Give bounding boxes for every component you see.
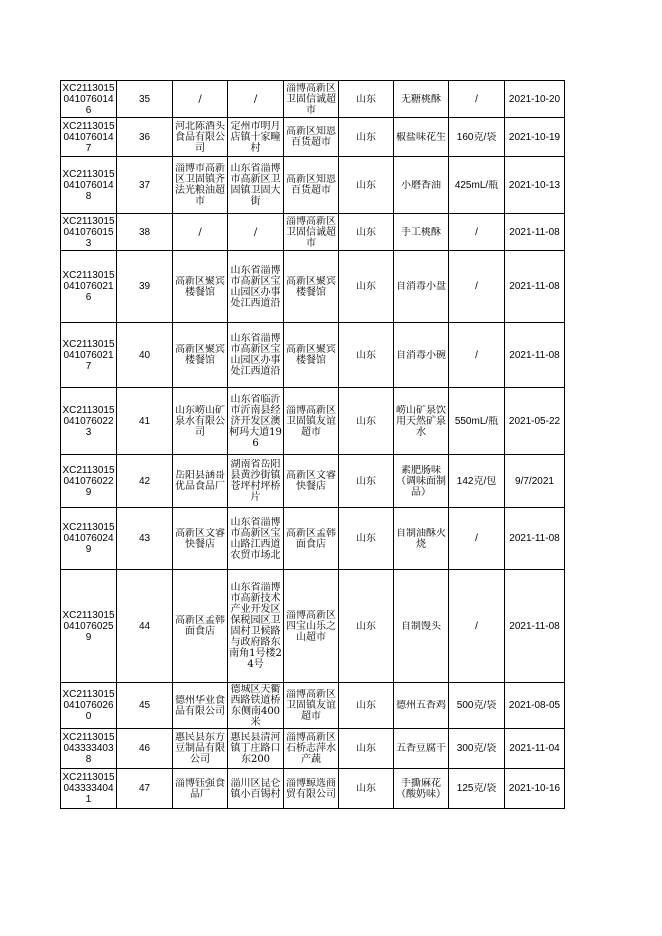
sample-code-cell [61, 769, 117, 809]
sample-code-cell-text: XC2113015041076014 8 [62, 168, 115, 202]
date-cell [505, 769, 565, 809]
row-number-cell-text: 47 [138, 783, 151, 794]
date-cell [505, 118, 565, 157]
producer-address-cell [228, 323, 284, 388]
producer-address-cell [228, 455, 284, 508]
producer-address-cell [228, 251, 284, 323]
product-name-cell-text: 自消毒小盘 [396, 281, 446, 292]
sample-code-cell-text: XC2113015041076021 7 [62, 338, 115, 372]
row-number-cell [117, 683, 173, 729]
row-number-cell-text: 42 [138, 475, 151, 487]
specification-cell [449, 570, 505, 683]
producer-cell [173, 251, 228, 323]
seller-cell [284, 455, 339, 508]
sample-code-cell [61, 81, 117, 118]
producer-address-cell-text: 山东省淄博市高新区宝山园区办事处江西道沿 [230, 264, 281, 309]
producer-cell [173, 81, 228, 118]
sample-code-cell-text: XC2113015041076025 9 [62, 609, 115, 643]
seller-cell [284, 388, 339, 455]
specification-cell-text: 300克/袋 [456, 743, 497, 754]
date-cell-text: 2021-11-08 [509, 349, 560, 361]
producer-address-cell-text: 山东省淄博市高新区宝山园区办事处江西道沿 [230, 333, 281, 377]
table-row [61, 157, 565, 214]
product-name-cell [394, 118, 449, 157]
seller-cell-text: 高新区聚宾楼餐馆 [286, 344, 336, 366]
province-cell-text: 山东 [356, 93, 376, 105]
sample-code-cell [61, 570, 117, 683]
province-cell [339, 729, 394, 769]
specification-cell-text: / [475, 281, 478, 292]
product-name-cell-text: 崂山矿泉饮用天然矿泉水 [396, 404, 446, 438]
specification-cell [449, 388, 505, 455]
producer-cell-text: 高新区文睿快餐店 [175, 527, 225, 550]
sample-code-cell [61, 251, 117, 323]
row-number-cell-text: 43 [138, 533, 151, 544]
row-number-cell-text: 39 [138, 281, 151, 292]
product-name-cell-text: 无糖桃酥 [401, 93, 441, 105]
province-cell [339, 388, 394, 455]
province-cell-text: 山东 [356, 415, 376, 427]
sample-code-cell-text: XC2113015041076014 6 [62, 82, 115, 116]
seller-cell [284, 81, 339, 118]
province-cell-text: 山东 [356, 131, 376, 143]
seller-cell [284, 508, 339, 570]
province-cell-text: 山东 [356, 620, 376, 632]
table-row [61, 81, 565, 118]
producer-cell-text: 高新区聚宾楼餐馆 [175, 275, 225, 298]
producer-cell [173, 683, 228, 729]
province-cell-text: 山东 [356, 281, 376, 292]
producer-cell [173, 323, 228, 388]
specification-cell-text: / [475, 620, 478, 632]
sample-code-cell-text: XC2113015041076015 3 [62, 215, 115, 249]
province-cell [339, 455, 394, 508]
product-name-cell-text: 素肥肠味（调味面制品） [396, 464, 446, 498]
seller-cell-text: 高新区聚宾楼餐馆 [286, 275, 336, 298]
product-name-cell-text: 手工桃酥 [401, 226, 441, 238]
date-cell [505, 570, 565, 683]
product-name-cell-text: 自消毒小碗 [396, 349, 446, 361]
sample-code-cell-text: XC2113015041076024 9 [62, 522, 115, 555]
table-row [61, 769, 565, 809]
row-number-cell-text: 44 [138, 620, 151, 632]
producer-address-cell-text: / [253, 93, 258, 105]
date-cell [505, 455, 565, 508]
producer-address-cell [228, 769, 284, 809]
seller-cell [284, 729, 339, 769]
product-name-cell [394, 388, 449, 455]
sample-code-cell-text: XC2113015041076022 3 [62, 404, 115, 438]
table-row [61, 118, 565, 157]
date-cell [505, 323, 565, 388]
row-number-cell-text: 40 [138, 349, 151, 361]
province-cell-text: 山东 [356, 783, 376, 794]
row-number-cell [117, 323, 173, 388]
sample-code-cell-text: XC2113015043333403 8 [62, 732, 115, 765]
product-name-cell [394, 570, 449, 683]
seller-cell-text: 淄博高新区卫固镇友谊超市 [286, 689, 336, 722]
product-name-cell [394, 683, 449, 729]
table-row [61, 388, 565, 455]
producer-cell [173, 729, 228, 769]
province-cell-text: 山东 [356, 179, 376, 191]
date-cell-text: 2021-11-08 [509, 281, 560, 292]
date-cell [505, 729, 565, 769]
specification-cell [449, 157, 505, 214]
sample-code-cell [61, 214, 117, 251]
date-cell [505, 81, 565, 118]
seller-cell-text: 高新区知恩百货超市 [286, 126, 336, 148]
seller-cell-text: 淄博高新区卫固信诚超市 [286, 82, 336, 116]
date-cell [505, 683, 565, 729]
producer-address-cell-text: 湖南省岳阳县黄沙街镇苍坪村坪桥片 [230, 459, 281, 503]
producer-address-cell-text: 山东省淄博市高新区宝山路江西道农贸市场北 [230, 516, 281, 561]
producer-cell-text: / [198, 226, 202, 238]
producer-cell [173, 769, 228, 809]
producer-address-cell [228, 214, 284, 251]
sample-code-cell [61, 455, 117, 508]
producer-address-cell [228, 118, 284, 157]
province-cell [339, 214, 394, 251]
seller-cell [284, 157, 339, 214]
producer-cell-text: 淄博钰强食品厂 [175, 777, 225, 800]
specification-cell [449, 769, 505, 809]
producer-cell-text: 淄博市高新区卫固镇齐法光粮油超市 [175, 163, 225, 207]
date-cell-text: 2021-10-16 [508, 783, 561, 794]
producer-cell-text: / [198, 93, 202, 105]
province-cell-text: 山东 [356, 533, 376, 544]
sample-code-cell [61, 729, 117, 769]
row-number-cell [117, 251, 173, 323]
producer-address-cell [228, 570, 284, 683]
product-name-cell-text: 小磨香油 [401, 179, 441, 191]
specification-cell-text: 500克/袋 [456, 700, 497, 711]
row-number-cell [117, 157, 173, 214]
province-cell-text: 山东 [356, 226, 376, 238]
producer-address-cell-text: / [253, 226, 258, 238]
row-number-cell [117, 81, 173, 118]
producer-address-cell-text: 定州市明月店镇十家疃村 [230, 120, 281, 154]
province-cell-text: 山东 [356, 349, 376, 361]
product-name-cell [394, 769, 449, 809]
producer-cell [173, 118, 228, 157]
specification-cell [449, 683, 505, 729]
producer-cell [173, 455, 228, 508]
product-name-cell [394, 214, 449, 251]
specification-cell [449, 118, 505, 157]
product-name-cell-text: 手撕麻花（酸奶味） [396, 777, 446, 800]
date-cell-text: 2021-08-05 [508, 700, 561, 711]
seller-cell [284, 251, 339, 323]
province-cell [339, 118, 394, 157]
producer-cell [173, 214, 228, 251]
product-name-cell [394, 81, 449, 118]
seller-cell-text: 淄博高新区石桥志萍水产蔬 [286, 732, 336, 765]
producer-address-cell [228, 729, 284, 769]
seller-cell [284, 683, 339, 729]
table-row [61, 323, 565, 388]
date-cell [505, 251, 565, 323]
specification-cell [449, 729, 505, 769]
specification-cell [449, 508, 505, 570]
producer-address-cell [228, 388, 284, 455]
row-number-cell [117, 118, 173, 157]
row-number-cell [117, 214, 173, 251]
date-cell [505, 388, 565, 455]
table-row [61, 455, 565, 508]
row-number-cell-text: 46 [138, 743, 151, 754]
province-cell [339, 570, 394, 683]
product-name-cell-text: 椒盐味花生 [396, 131, 446, 143]
producer-cell-text: 德州华业食品有限公司 [175, 694, 225, 717]
product-name-cell-text: 自制油酥火烧 [396, 527, 446, 550]
producer-address-cell-text: 山东省临沂市沂南县经济开发区澳柯玛大道196 [229, 393, 282, 449]
seller-cell-text: 淄博高新区四宝山乐之山超市 [286, 609, 336, 643]
seller-cell [284, 769, 339, 809]
specification-cell [449, 81, 505, 118]
producer-cell-text: 惠民县东方豆制品有限公司 [175, 732, 225, 765]
producer-address-cell-text: 德城区天衢西路铁道桥东侧南400米 [230, 683, 281, 728]
province-cell [339, 508, 394, 570]
sample-code-cell [61, 157, 117, 214]
sample-code-cell-text: XC2113015041076026 0 [62, 689, 115, 722]
row-number-cell [117, 570, 173, 683]
specification-cell-text: 125克/袋 [456, 783, 497, 794]
producer-address-cell [228, 508, 284, 570]
seller-cell [284, 214, 339, 251]
seller-cell-text: 淄博高新区卫固镇友谊超市 [286, 404, 336, 438]
date-cell-text: 2021-11-08 [509, 533, 560, 544]
producer-cell-text: 高新区孟韩面食店 [175, 615, 225, 637]
province-cell [339, 323, 394, 388]
sample-code-cell [61, 388, 117, 455]
specification-cell-text: 425mL/瓶 [454, 179, 499, 191]
row-number-cell [117, 455, 173, 508]
sample-code-cell-text: XC2113015041076022 9 [62, 464, 115, 498]
date-cell-text: 2021-05-22 [508, 415, 561, 427]
seller-cell [284, 570, 339, 683]
table-row [61, 570, 565, 683]
date-cell-text: 2021-11-04 [509, 743, 560, 754]
province-cell-text: 山东 [356, 475, 376, 487]
date-cell [505, 508, 565, 570]
sample-code-cell [61, 323, 117, 388]
province-cell [339, 769, 394, 809]
date-cell-text: 2021-10-13 [508, 179, 561, 191]
row-number-cell [117, 388, 173, 455]
specification-cell [449, 214, 505, 251]
producer-address-cell-text: 惠民县清河镇丁庄路口东200 [230, 732, 281, 765]
sample-code-cell [61, 118, 117, 157]
province-cell [339, 251, 394, 323]
date-cell-text: 2021-10-19 [508, 131, 561, 143]
producer-cell [173, 157, 228, 214]
sample-code-cell-text: XC2113015041076021 6 [62, 270, 115, 303]
seller-cell-text: 淄博鲸选商贸有限公司 [286, 777, 336, 800]
inspection-table [60, 80, 565, 809]
specification-cell-text: / [475, 93, 478, 105]
row-number-cell [117, 508, 173, 570]
province-cell [339, 157, 394, 214]
product-name-cell [394, 508, 449, 570]
product-name-cell-text: 德州五香鸡 [396, 700, 446, 711]
specification-cell-text: / [475, 533, 478, 544]
table-row [61, 214, 565, 251]
producer-cell [173, 570, 228, 683]
seller-cell-text: 高新区孟韩面食店 [286, 527, 336, 550]
table-row [61, 729, 565, 769]
row-number-cell-text: 37 [138, 179, 151, 191]
product-name-cell [394, 251, 449, 323]
product-name-cell [394, 157, 449, 214]
row-number-cell-text: 45 [138, 700, 151, 711]
province-cell [339, 81, 394, 118]
table-row [61, 251, 565, 323]
date-cell-text: 2021-10-20 [508, 93, 561, 105]
province-cell [339, 683, 394, 729]
date-cell [505, 214, 565, 251]
row-number-cell-text: 38 [138, 226, 151, 238]
producer-cell-text: 山东崂山矿泉水有限公司 [175, 404, 225, 438]
producer-cell-text: 河北陈酒头食品有限公司 [175, 120, 225, 154]
specification-cell-text: / [475, 226, 478, 238]
producer-address-cell [228, 157, 284, 214]
product-name-cell [394, 729, 449, 769]
row-number-cell-text: 36 [138, 131, 151, 143]
producer-address-cell-text: 淄川区昆仑镇小百锡村 [230, 777, 281, 800]
seller-cell [284, 118, 339, 157]
producer-address-cell-text: 山东省淄博市高新技术产业开发区保税园区卫固村卫候路与政府路东南角1号楼24号 [229, 582, 282, 670]
producer-cell [173, 508, 228, 570]
sample-code-cell [61, 683, 117, 729]
specification-cell-text: 550mL/瓶 [454, 415, 499, 427]
specification-cell [449, 251, 505, 323]
row-number-cell [117, 729, 173, 769]
seller-cell-text: 淄博高新区卫固信诚超市 [286, 215, 336, 249]
product-name-cell-text: 自制馒头 [401, 620, 441, 632]
date-cell [505, 157, 565, 214]
table-row [61, 683, 565, 729]
producer-address-cell [228, 683, 284, 729]
specification-cell-text: 142克/包 [456, 475, 497, 487]
product-name-cell [394, 323, 449, 388]
specification-cell [449, 455, 505, 508]
sample-code-cell-text: XC2113015043333404 1 [62, 772, 115, 805]
date-cell-text: 2021-11-08 [509, 226, 560, 238]
producer-address-cell [228, 81, 284, 118]
sample-code-cell-text: XC2113015041076014 7 [62, 120, 115, 154]
date-cell-text: 2021-11-08 [509, 620, 560, 632]
producer-cell [173, 388, 228, 455]
row-number-cell-text: 35 [138, 93, 151, 105]
producer-cell-text: 岳阳县涵哥优品食品厂 [175, 470, 225, 492]
table-row [61, 508, 565, 570]
product-name-cell-text: 五香豆腐干 [396, 743, 446, 754]
seller-cell-text: 高新区知恩百货超市 [286, 174, 336, 196]
province-cell-text: 山东 [356, 743, 376, 754]
province-cell-text: 山东 [356, 700, 376, 711]
specification-cell-text: / [475, 349, 478, 361]
row-number-cell [117, 769, 173, 809]
producer-cell-text: 高新区聚宾楼餐馆 [175, 344, 225, 366]
seller-cell-text: 高新区文睿快餐店 [286, 470, 336, 492]
seller-cell [284, 323, 339, 388]
producer-address-cell-text: 山东省淄博市高新区卫固镇卫固大街 [230, 163, 281, 207]
sample-code-cell [61, 508, 117, 570]
product-name-cell [394, 455, 449, 508]
date-cell-text: 9/7/2021 [515, 475, 554, 487]
specification-cell [449, 323, 505, 388]
specification-cell-text: 160克/袋 [456, 131, 497, 143]
row-number-cell-text: 41 [138, 415, 151, 427]
